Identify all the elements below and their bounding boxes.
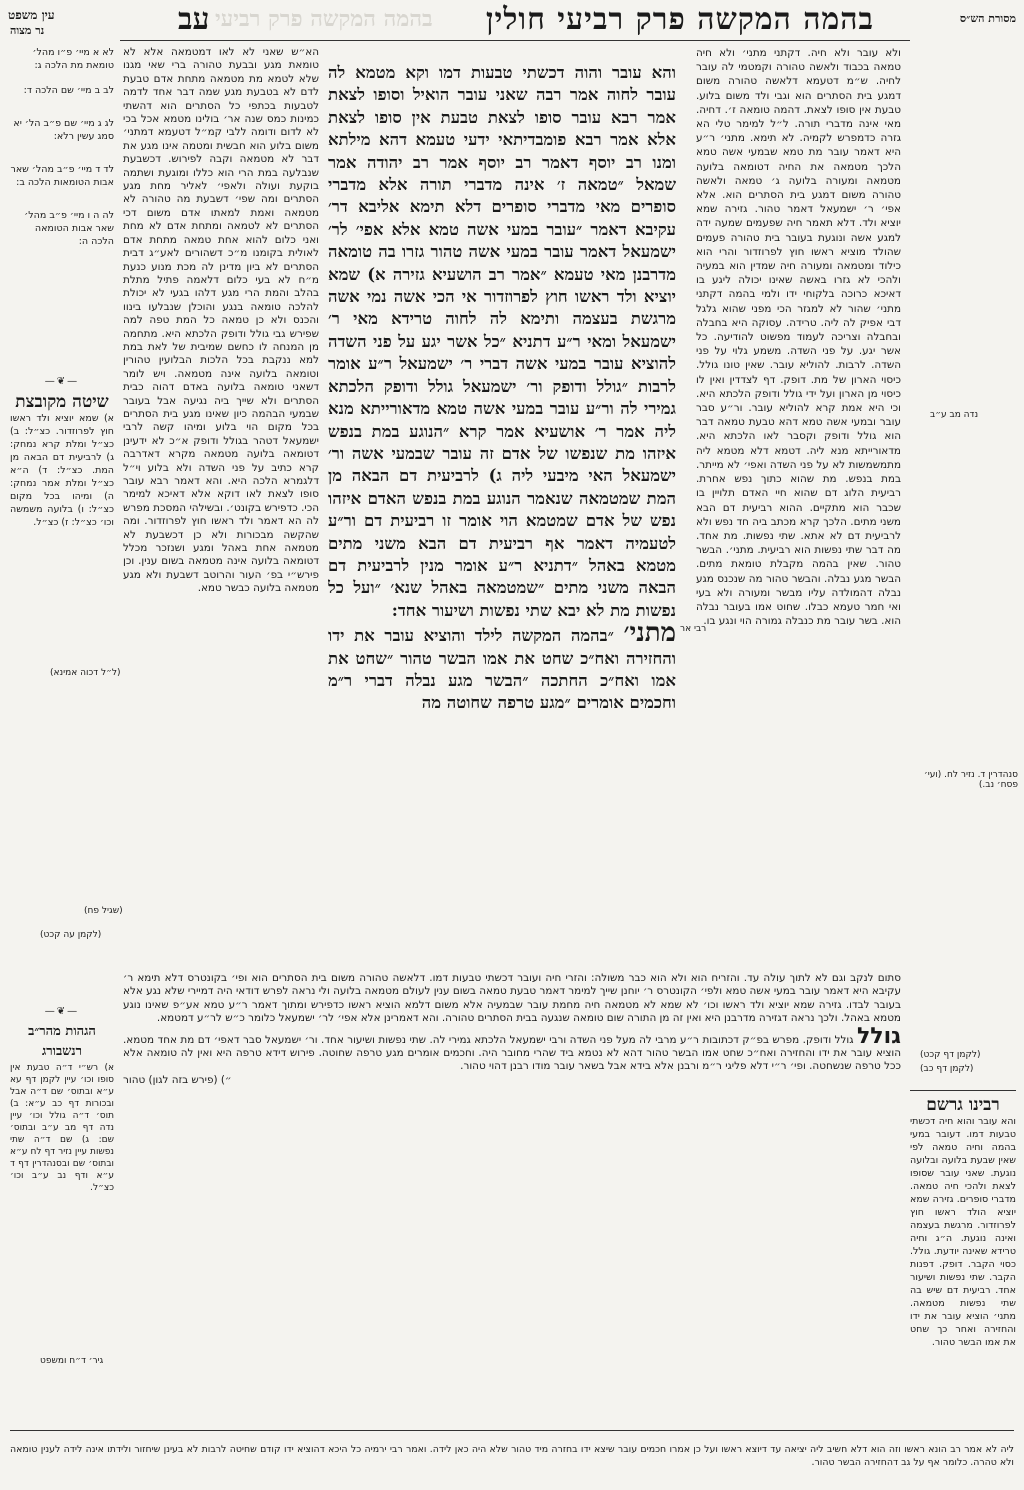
margin-note: (שגיל פח) — [84, 906, 123, 916]
ghost-header: בהמה המקשה פרק רביעי — [215, 6, 433, 32]
ein-mishpat-item: לה ה ו מיי׳ פ״ב מהל׳ שאר אבות הטומאה הלכה ה: — [24, 210, 114, 247]
dibur-hamatchil-golel: גולל — [857, 1023, 901, 1049]
margin-note: (לקמן דף קכט) — [920, 1050, 981, 1060]
ein-mishpat-label: עין משפט — [8, 8, 55, 22]
folio-number: עב — [178, 2, 210, 37]
ein-mishpat-item: לג ג מיי׳ שם פ״ב הל׳ יא סמג עשין רלא: — [13, 118, 114, 142]
bottom-commentary-p2: גולל ודופק. מפרש בפ״ק דכתובות ר״ע מרבי לה מעל פני השדה ורבי ישמעאל הלכתא גמירי לה. שתי נפשות ושיעור אחד. ור׳ ישמעאל סבר דאפי׳ דם מת אחד מטמא. הוציא עובר את ידו והחזירה ואח״כ שחט אמו הבשר טהור דהא לא נטמא ביד שהרי מחובר היה. וחכמים אומרים מגע טרפה שחוטה. פירוש דידא טרפה היא ואין לה טומאה אלא ככל טרפה שנשחטה. ופי׳ ר״י דלא פליגי ר״מ ורבנן אלא בידא אבל בשאר עובר מודו רבנן דהוי טהור. — [123, 1033, 901, 1073]
mishna-text: ״בהמה המקשה לילד והוציא עובר את ידו והחזירה ואח״כ שחט את אמו הבשר טהור ״שחט את אמו ואח״כ החתכה ״הבשר מגע נבלה דברי ר״מ וחכמים אומרים ״מגע טרפה שחוטה מה — [328, 626, 676, 713]
hagahot-title: הגהות מהר״ב רנשבורג — [28, 1024, 96, 1059]
margin-note: רבי אר — [680, 624, 707, 634]
ornament-divider: —❦— — [44, 1006, 80, 1017]
rabbenu-gershom — [910, 1090, 1016, 1395]
rashi-commentary — [696, 46, 901, 966]
margin-note: (לקמן דף כב) — [920, 1064, 974, 1074]
shita-mekubetzet — [10, 392, 114, 632]
margin-note: נדה מב ע״ב — [930, 410, 979, 420]
hagahot-text: א) רש״י ד״ה טבעת אין סופו וכו׳ עיין לקמן דף עא ע״א ובתוס׳ שם ד״ה אבל ובכורות דף כב ע״א: ב) תוס׳ ד״ה גולל וכו׳ עיין נדה דף מב ע״ב ובתוס׳ שם: ג) שם ד״ה שתי נפשות עיין נזיר דף לח ע״א ובתוס׳ שם ובסנהדרין דף ד ע״א ודף נב ע״ב וכו׳ כצ״ל. — [10, 1063, 114, 1193]
mishna-marker: מתני׳ — [623, 618, 676, 649]
margin-note: סנהדרין ד. נזיר לח. (ועי׳ פסח׳ נב.) — [923, 770, 1018, 790]
tosafot-commentary — [123, 46, 319, 966]
bottom-commentary-p1: סתום לנקב וגם לא לתוך עולה עד. והזריח הוא ולא הוא כבר משולה: והזרי חיה ועובר דכשתי טבעות דמו. דלאשה טהורה משום בית הסתרים הוא ופי׳ בקונטרס דלא תימא ר׳ עקיבא היא דאמר עובר במעי אשה טמא ולפי׳ הקונטרס ר׳ יוחנן שייך למימר דאמר טבעת טמאה בשום ענין לעולם מטמאה בלועה ולי נראה לפרש דודאי היה דמיירי שלא נגע אלא בעובר לבדו. גזירה שמא יוציא ולד ראשו וכו׳ לא שמא לא מטמאה חיה מחמת עובר שבמעיה אלא משום דלמא הוציא ראשו כדפירש ומתוך דאמר ר״ע טמא אע״פ שאינו נוגע מטמא באהל. ולכך נראה דגזירה מדרבנן היא ואין זה מן התורה שום טומאה שנגעה בבית הסתרים טהורה. והא דאמרינן אלא אפי׳ לר׳ ישמעאל כלומר כ״ש לר״ע דמטמא. — [123, 972, 901, 1025]
ein-mishpat-column — [10, 46, 114, 306]
shita-text: א) שמא יוציא ולד ראשו חוץ לפרוזדור. כצ״ל: ב) כצ״ל ומלת קרא נמחק: ג) לרביעית דם הבאה מן המת. כצ״ל: ד) ה״א כצ״ל ומלת אמר נמחק: ה) ומיהו בכל מקום כצ״ל: ו) בלועה משמשה וכו׳ כצ״ל: ז) כצ״ל. — [10, 413, 114, 528]
ein-mishpat-item: לד ד מיי׳ פ״ב מהל׳ שאר אבות הטומאות הלכה ב: — [10, 164, 114, 188]
bottom-commentary — [123, 972, 901, 1384]
gershom-text: והא עובר והוא חיה דכשתי טבעות דמו. דעובר במעי בהמה וחיה טמאה לפי שאין שבעת בלועה ובלועה נוגעת. שאני עובר שסופו לצאת ולהכי חיה טמאה. מדברי סופרים. גזירה שמא יוציא הולד ראשו חוץ לפרוזדור. מרגשת בעצמה ואינה נוגעת. ה״ג וחיה טרידא שאינה יודעת. גולל. כסוי הקבר. דופק. דפנות הקבר. שתי נפשות ושיעור אחד. רביעית דם שיש בה שתי נפשות מטמאה. מתני׳ הוציא עובר את ידו והחזירה ואחר כך שחט את אמו הבשר טהור. — [910, 1116, 1016, 1348]
page-header — [0, 0, 1024, 40]
gershom-title: רבינו גרשם — [926, 1095, 1000, 1115]
tosafot-text: הא״ש שאני לא לאו דמטמאה אלא לא טומאת מגע ובבעת טהורה ברי שאי מגנו שלא לטמא מת מטמאה מתחת אדם טבעת לדם לא בטבעת מגע שמה דבר אחד לדמה לטבעות בכתפי כל הסתרים הוא דהשתי כמינות כמס שנה אר׳ בולינו מטמא אכל בכי לא לדום ודומה ללבי קמ״ל דטעמא דמתני׳ משום בלוע הוא חבשית ומטמה אינו מגע את דבר לא מטמאה וקבה לפירוש. דכשבעת שנבלעה במת הרי הוא כללו ומוגעת ושתמה בוקעת ועולה ולאפי׳ לאליר מחת מגע הסתרים ומה שפי׳ דשבעת מה טהורה לא מטמאה ואמת למאתו אדם משום דכי הסתרים לא לטמאה ומתחת אדם לא מחת ואני כלום להוא אחת טמאה מתחת אדם לאולית בקומנו מ״כ דשהורים לאע״ג דבית הסתרים לא ביון מדינן לה מכת מנוע כנעת מ״ח לא בעי כלום דלאמה פתיל מתלת בהלב והמת הרי מגע דלהו בגעי לא יכולת להלכה טומאה בנגע והוכלן שנבלעו בינוו והכנס ולא כן טמאה כל המת טפה למה שפירש גבי גולל ודופק הלכתא היא. מתחמה מן המנחה לו כחשם שמיבית של לאת במת למא ננקבת בכל הלכות הבלועין טהורין וטומאה בלועה אינה מטמאה. ויש לומר דשאני טומאה בלועה באדם דהוה כבית הסתרים ולא שייך ביה נגיעה אבל בעובר שבמעי הבהמה כיון שאינו מגע בית הסתרים בכל מקום הוי בלוע ומיהו קשה לרבי ישמעאל דטהר בגולל ודופק א״כ לא ידעינן דטומאה בלועה מטמאה מקרא דאדרבה קרא כתיב על פני השדה ולא בלוע וי״ל דלגמרא הלכה היא. והא דאמר רבא עובר סופו לצאת לאו דוקא אלא דאיכא למימר הכי. כדפירש בקונט׳. ובשילהי המסכת מפרש לה הא דאמר ולד ראשו חוץ לפרוזדור. ומה שהקשה מבכורות ולא כן דכשבעת לא מטמאה אחת באהל ומגע ושנזכר מכלל דטומאה בלועה אינה מטמאה בשום ענין. וכן פירש״י בפ׳ העור והרוטב דשבעת ולא מגע מטמאה בלועה כבשר טמא. — [123, 46, 319, 595]
margin-note: (לקמן עה קכט) — [40, 930, 102, 940]
gemara-text: והא עובר והוה דכשתי טבעות דמו וקא מטמא לה עובר לחוה אמר רבה שאני עובר הואיל וסופו לצאת אמר רבא עובר סופו לצאת טבעת אין סופו לצאת אלא אמר רבא פומבדיתאי ידעי טעמא דהא מילתא ומנו רב יוסף דאמר רב יוסף אמר רב יהודה אמר שמאל ״טמאה ז׳ אינה מדברי תורה אלא מדברי סופרים מאי מדברי סופרים דלא תימא אליבא דר׳ עקיבא דאמר ״עובר במעי אשה טמא אלא אפי׳ לר׳ ישמעאל דאמר עובר במעי אשה טהור גזרו בה טומאה מדרבנן מאי טעמא ״אמר רב הושעיא גזירה א) שמא יוציא ולד ראשו חוץ לפרוזדור אי הכי אשה נמי אשה מרגשת בעצמה ותימא לה לחוה טרידא מאי ר׳ ישמעאל ומאי ר״ע דתניא ״כל אשר יגע על פני השדה להוציא עובר במעי אשה דברי ר׳ ישמעאל ר״ע אומר לרבות ״גולל ודופק ור׳ ישמעאל גולל ודופק הלכתא גמירי לה ור״ע עובר במעי אשה טמא מדאורייתא מנא ליה אמר ר׳ אושעיא אמר קרא ״הנוגע במת בנפש איזהו מת שנפשו של אדם זה עובר שבמעי אשה ור׳ ישמעאל האי מיבעי ליה ג) לרביעית דם הבאה מן המת שמטמאה שנאמר הנוגע במת בנפש האדם איזהו נפש של אדם שמטמא הוי אומר זו רביעית דם ור״ע לטעמיה דאמר אף רביעית דם הבא משני מתים מטמא באהל ״דתניא ר״ע אומר מנין לרביעית דם הבאה משני מתים ״שמטמאה באהל שנא׳ ״ועל כל נפשות מת לא יבא שתי נפשות ושיעור אחד: — [328, 63, 676, 620]
bottom-commentary-p3: ״) (פירש בזה לגון) טהור — [123, 1073, 232, 1086]
footer-rule — [10, 1430, 1014, 1431]
margin-note: (ל״ל דכוה אמינא) — [50, 668, 121, 678]
footer-notes — [10, 1434, 1014, 1486]
footer-text: ליה לא אמר רב הונא ראשו וזה הוא דלא חשיב ליה יציאה עד דיוצא ראשו ועל כן אמרו חכמים עובר שיצא ידו בחזרה מיד טהור שלא היה כאן לידה. ואמר רבי ירמיה כל היכא דהוציא ידו קודם שחיטה לרבות לא בעינן שיחזור ולידתו אינה לידה לענין טומאה ולא טהרה. כלומר אף על גב דהחזירה הבשר טהור. — [10, 1444, 1014, 1469]
header-rule — [120, 40, 910, 41]
ornament-divider: —❦— — [44, 376, 80, 387]
ein-mishpat-item: לב ב מיי׳ שם הלכה ד: — [23, 85, 114, 96]
page-title: בהמה המקשה פרק רביעי חולין — [485, 2, 874, 37]
ein-mishpat-item: לא א מיי׳ פ״ו מהל׳ טומאת מת הלכה ג: — [32, 47, 114, 71]
ner-mitzva-label: נר מצוה — [10, 24, 45, 37]
hagahot-column — [10, 1022, 114, 1322]
masoret-label: מסורת הש״ס — [959, 12, 1016, 25]
rashi-text: ולא עובר ולא חיה. דקתני מתני׳ ולא חיה טמאה בכבוד ולאשה טהורה וקמטמי לה עובר לחיה. ש״מ דטעמא דלאשה טהורה משום דמגע בית הסתרים הוא וגבי ולד משום בלוע. טבעת אין סופו לצאת. דהמה טומאה ז׳. דחיה. מאי אינה מדברי תורה. ל״ל למימר טלי הא גזרה כדמפרש לקמיה. לא תימא. מתני׳ ר״ע היא דאמר עובר מת טמא שבמעי אשה טמא הלכך מטמאה את החיה דטומאה בלועה מטמאה ומעורה בלועה ג׳ טמאה ולאשה טהורה משום דמגע בית הסתרים הוא. אלא אפי׳ ר׳ ישמעאל דאמר טהור. גזירה שמא יוציא ולד. דלא תאמר חיה שפעמים שמעה ידה למגע אשה ונוגעת בעובר בית טהורה פעמים שהולד מוציא ראשו חוץ לפרוזדור והרי הוא כילוד ומטמאה ומעורה חיה שמדין הוא במעיה ולהכי לא גזרו באשה שאינו יכולה ליגע בו דאיכא כרוכה בלקוחי ידו ולמי בהמה דקתני מתני׳ שהור לא למגזר הכי מפני שהוא גלגל דבי אפיק לה ליה. טרידה. עסוקה היא בחבלה ובחבלה וצריכה לעמוד מפשוט להודיעה. כל אשר יגע. על פני השדה. משמע גלוי על פני השדה. לרבות. להוליא עובר. שאין טונו גולל. כיסוי הארון של מת. דופק. דף לצדדין ואין לו כיסוי מן הארון ועל ידי גולל ודופק הלכתא היא. וכי היא אמת קרא להוליא עובר. ור״ע סבר עובר ובמעי אשה טמא דהא טבעת טמאה דבר הוא גולל ודופק וקסבר לאו הלכתא היא. מדאורייתא מנא ליה. דטמא דלא מטמא ליה מתמשמשות לא על פני השדה ואפי׳ לא מייתר. במת בנפש. מת שהוא כתוך נפש אחרת. רביעית הלוג דם שהוא חיי האדם תלויין בו שכבר הוא מתקיים. ההוא רביעית דם הבא משני מתים. הלכך קרא מכתב ביה חד נפש ולא לרביעית דם לא אתא. שתי נפשות. מת אחד. מה דבר שתי נפשות הוא רביעית. מתני׳. הבשר טהור. שאין בהמה מקבלת טומאת מתים. הבשר מגע נבלה. והבשר טהור מה שנכנס מגע נבלה דהמולדה עליו מבשר ומעורה ולא בעי ואי חמר טעמא כבלו. שחוט אמו בעובר נבלה הוא. בשר עובר מת כנבלה גמורה הוי ונגע בו. — [696, 47, 901, 628]
shita-title: שיטה מקובצת — [15, 392, 109, 412]
gemara-column — [328, 62, 676, 942]
margin-note: גיר׳ ד״ח ומשפט — [40, 1356, 104, 1366]
